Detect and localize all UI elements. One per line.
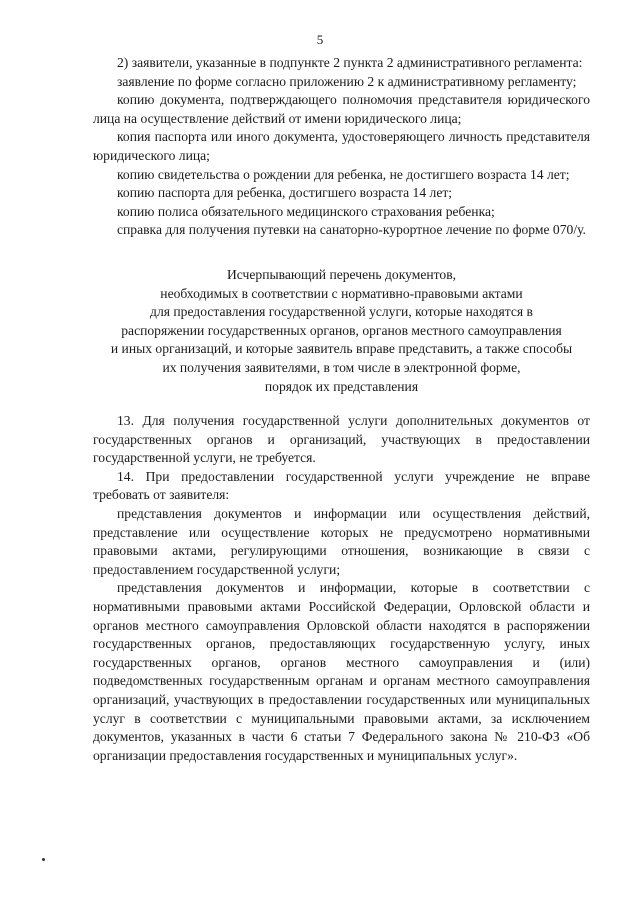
page-number: 5 <box>316 32 324 47</box>
heading-line: необходимых в соответствии с нормативно-правовыми актами <box>160 285 523 301</box>
section-heading <box>93 266 590 396</box>
list-item: копию паспорта для ребенка, достигшего возраста 14 лет; <box>117 185 453 201</box>
heading-line: Исчерпывающий перечень документов, <box>226 266 457 282</box>
list-item: копию документа, подтверждающего полномочия представителя юридического лица на осуществление действий от имени юридического лица; <box>93 92 590 126</box>
list-item: 2) заявители, указанные в подпункте 2 пункта 2 административного регламента: <box>117 55 583 70</box>
list-item: копию свидетельства о рождении для ребенка, не достигшего возраста 14 лет; <box>117 166 570 182</box>
heading-line: распоряжении государственных органов, органов местного самоуправления <box>121 322 562 338</box>
applicant-documents-list <box>93 54 590 240</box>
paragraph: представления документов и информации, которые в соответствии с нормативными правовыми актами Российской Федерации, Орловской области и органов местного самоуправления Орловской области находятся в распоряжении государственных органов, предоставляющих государственную услугу, иных государственных органов, органов местного самоуправления и (или) подведомственных государственным органам и органам местного самоуправления организаций, участвующих в предоставлении государственных или муниципальных услуг в соответствии с муниципальными правовыми актами, за исключением документов, указанных в части 6 статьи 7 Федерального закона № 210-ФЗ «Об организации предоставления государственных и муниципальных услуг». <box>93 580 590 763</box>
heading-line: их получения заявителями, в том числе в электронной форме, <box>162 359 521 375</box>
heading-line: для предоставления государственной услуги, которые находятся в <box>150 304 533 320</box>
scan-speck <box>42 858 45 861</box>
list-item: справка для получения путевки на санаторно-курортное лечение по форме 070/у. <box>117 222 586 238</box>
list-item: копию полиса обязательного медицинского страхования ребенка; <box>117 203 495 219</box>
list-item: заявление по форме согласно приложению 2 к административному регламенту; <box>117 73 577 89</box>
body-paragraphs <box>93 412 590 765</box>
heading-line: и иных организаций, и которые заявитель вправе представить, а также способы <box>110 341 573 357</box>
page-content <box>93 54 590 765</box>
paragraph: 13. Для получения государственной услуги дополнительных документов от государственных органов и организаций, участвующих в предоставлении государственной услуги, не требуется. <box>93 413 590 466</box>
paragraph: 14. При предоставлении государственной услуги учреждение не вправе требовать от заявителя: <box>93 468 590 503</box>
heading-line: порядок их представления <box>264 378 419 394</box>
list-item: копия паспорта или иного документа, удостоверяющего личность представителя юридического лица; <box>93 129 590 163</box>
paragraph: представления документов и информации или осуществления действий, представление или осуществление которых не предусмотрено нормативными правовыми актами, регулирующими отношения, возникающие в связи с предоставлением государственной услуги; <box>93 506 590 577</box>
